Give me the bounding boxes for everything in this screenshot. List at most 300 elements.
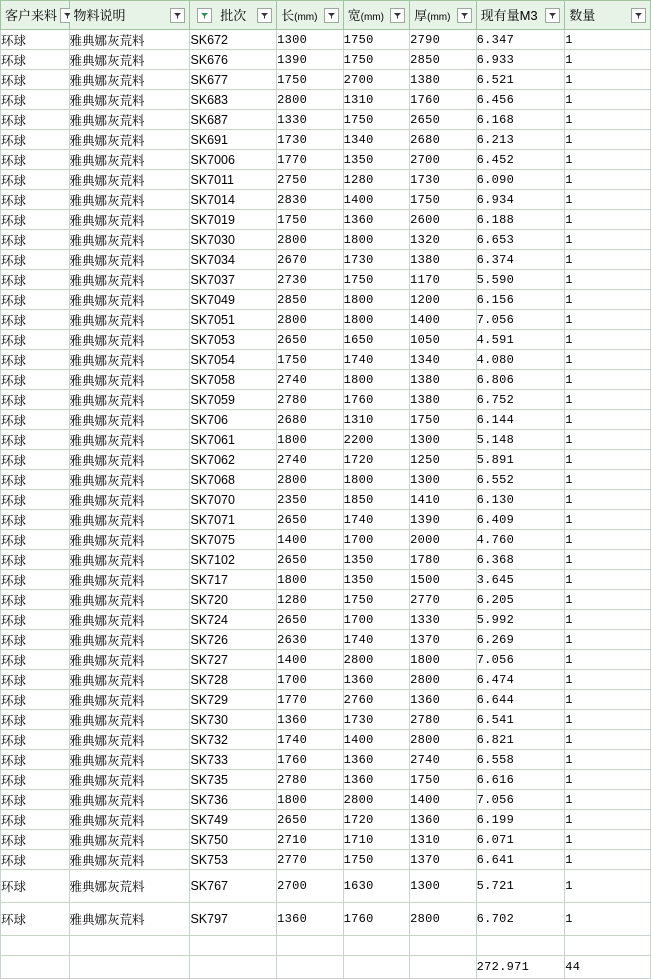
table-cell: 1340 bbox=[410, 350, 477, 370]
filter-icon[interactable] bbox=[257, 8, 272, 23]
table-cell: 2800 bbox=[277, 310, 344, 330]
table-cell-empty bbox=[343, 956, 410, 979]
table-cell: 5.721 bbox=[476, 870, 565, 903]
table-cell: 1800 bbox=[343, 230, 410, 250]
table-cell: 雅典娜灰荒料 bbox=[69, 610, 190, 630]
table-row bbox=[1, 690, 651, 710]
table-cell: SK672 bbox=[190, 30, 277, 50]
table-cell: SK7051 bbox=[190, 310, 277, 330]
table-row bbox=[1, 470, 651, 490]
table-cell: 6.933 bbox=[476, 50, 565, 70]
table-cell: 2710 bbox=[277, 830, 344, 850]
table-cell: 1310 bbox=[410, 830, 477, 850]
table-cell: 1 bbox=[565, 490, 651, 510]
table-cell: SK767 bbox=[190, 870, 277, 903]
table-cell: 1350 bbox=[343, 570, 410, 590]
table-row bbox=[1, 370, 651, 390]
table-cell: 环球 bbox=[1, 230, 70, 250]
table-cell: 环球 bbox=[1, 650, 70, 670]
table-cell: SK7053 bbox=[190, 330, 277, 350]
column-header-quantity bbox=[565, 1, 651, 30]
table-cell: 7.056 bbox=[476, 310, 565, 330]
column-header-label: 批次 bbox=[220, 7, 247, 23]
table-cell: 1800 bbox=[343, 290, 410, 310]
table-cell: 1750 bbox=[343, 850, 410, 870]
table-cell: 1320 bbox=[410, 230, 477, 250]
table-cell: 环球 bbox=[1, 570, 70, 590]
table-cell: 4.080 bbox=[476, 350, 565, 370]
column-header-label: 现有量M3 bbox=[480, 7, 538, 23]
table-cell: SK677 bbox=[190, 70, 277, 90]
table-cell: 1300 bbox=[410, 870, 477, 903]
table-cell: 6.456 bbox=[476, 90, 565, 110]
table-cell: 1770 bbox=[277, 150, 344, 170]
table-cell: 1720 bbox=[343, 450, 410, 470]
table-cell: 1 bbox=[565, 610, 651, 630]
table-cell: 雅典娜灰荒料 bbox=[69, 903, 190, 936]
table-cell-empty bbox=[69, 956, 190, 979]
table-cell: 1370 bbox=[410, 630, 477, 650]
table-cell: 1360 bbox=[343, 750, 410, 770]
table-cell: 1 bbox=[565, 390, 651, 410]
table-cell: 1330 bbox=[277, 110, 344, 130]
table-cell: 6.616 bbox=[476, 770, 565, 790]
table-cell: 6.269 bbox=[476, 630, 565, 650]
table-cell: 环球 bbox=[1, 550, 70, 570]
table-cell: 雅典娜灰荒料 bbox=[69, 510, 190, 530]
table-cell: 1500 bbox=[410, 570, 477, 590]
table-cell: 1330 bbox=[410, 610, 477, 630]
table-cell: 雅典娜灰荒料 bbox=[69, 290, 190, 310]
table-cell: 1 bbox=[565, 850, 651, 870]
table-cell: SK7059 bbox=[190, 390, 277, 410]
table-cell: SK749 bbox=[190, 810, 277, 830]
table-cell: 雅典娜灰荒料 bbox=[69, 810, 190, 830]
filter-icon[interactable] bbox=[545, 8, 560, 23]
table-cell: 1360 bbox=[410, 690, 477, 710]
table-cell: 6.552 bbox=[476, 470, 565, 490]
table-cell: 2650 bbox=[277, 610, 344, 630]
table-cell: 2740 bbox=[410, 750, 477, 770]
table-row bbox=[1, 310, 651, 330]
table-cell: 2800 bbox=[410, 730, 477, 750]
table-row bbox=[1, 30, 651, 50]
table-cell: 1 bbox=[565, 210, 651, 230]
table-cell: SK736 bbox=[190, 790, 277, 810]
table-cell: 2700 bbox=[410, 150, 477, 170]
table-cell-empty bbox=[565, 936, 651, 956]
table-cell: 6.213 bbox=[476, 130, 565, 150]
table-cell: 雅典娜灰荒料 bbox=[69, 590, 190, 610]
table-cell: 雅典娜灰荒料 bbox=[69, 570, 190, 590]
table-cell: 环球 bbox=[1, 630, 70, 650]
table-row bbox=[1, 330, 651, 350]
table-header-row bbox=[1, 1, 651, 30]
table-cell: 1 bbox=[565, 730, 651, 750]
table-cell: 环球 bbox=[1, 310, 70, 330]
table-cell: 1380 bbox=[410, 250, 477, 270]
table-cell: 1 bbox=[565, 450, 651, 470]
table-cell-empty bbox=[410, 936, 477, 956]
table-cell: 1 bbox=[565, 250, 651, 270]
table-cell: 2350 bbox=[277, 490, 344, 510]
table-cell: 5.992 bbox=[476, 610, 565, 630]
total-row bbox=[1, 956, 651, 979]
table-row bbox=[1, 550, 651, 570]
table-cell: 雅典娜灰荒料 bbox=[69, 750, 190, 770]
table-cell: 2700 bbox=[277, 870, 344, 903]
table-cell: 环球 bbox=[1, 510, 70, 530]
table-cell: 6.752 bbox=[476, 390, 565, 410]
table-row bbox=[1, 730, 651, 750]
table-cell: 环球 bbox=[1, 730, 70, 750]
table-cell: 1750 bbox=[343, 590, 410, 610]
table-cell: 6.541 bbox=[476, 710, 565, 730]
table-row bbox=[1, 810, 651, 830]
table-cell: 1730 bbox=[410, 170, 477, 190]
table-cell: 1410 bbox=[410, 490, 477, 510]
table-cell: 1800 bbox=[343, 310, 410, 330]
column-header-label: 客户来料 bbox=[5, 7, 58, 23]
table-cell: 1 bbox=[565, 370, 651, 390]
table-cell: SK7030 bbox=[190, 230, 277, 250]
table-cell: 1 bbox=[565, 270, 651, 290]
table-cell: SK728 bbox=[190, 670, 277, 690]
table-cell: 1 bbox=[565, 570, 651, 590]
table-cell: 1380 bbox=[410, 70, 477, 90]
filter-active-icon[interactable] bbox=[197, 8, 212, 23]
column-header-customer-material bbox=[1, 1, 70, 30]
table-row bbox=[1, 390, 651, 410]
table-cell: 环球 bbox=[1, 370, 70, 390]
table-cell: SK750 bbox=[190, 830, 277, 850]
table-cell: 雅典娜灰荒料 bbox=[69, 210, 190, 230]
table-cell: 环球 bbox=[1, 870, 70, 903]
table-cell: 1 bbox=[565, 50, 651, 70]
table-cell: 2740 bbox=[277, 370, 344, 390]
table-cell: 雅典娜灰荒料 bbox=[69, 650, 190, 670]
table-cell: 1730 bbox=[343, 250, 410, 270]
table-cell: 2760 bbox=[343, 690, 410, 710]
table-cell: 雅典娜灰荒料 bbox=[69, 190, 190, 210]
table-cell: 1 bbox=[565, 310, 651, 330]
table-row bbox=[1, 150, 651, 170]
table-cell: 1360 bbox=[410, 810, 477, 830]
table-cell: 2680 bbox=[277, 410, 344, 430]
table-cell: 2730 bbox=[277, 270, 344, 290]
table-cell: 1 bbox=[565, 790, 651, 810]
table-cell: 雅典娜灰荒料 bbox=[69, 70, 190, 90]
table-cell: 1 bbox=[565, 690, 651, 710]
table-cell: 2650 bbox=[410, 110, 477, 130]
table-cell: 1 bbox=[565, 710, 651, 730]
table-cell: 1850 bbox=[343, 490, 410, 510]
table-cell: 1 bbox=[565, 650, 651, 670]
table-cell: SK7070 bbox=[190, 490, 277, 510]
table-cell: 1360 bbox=[343, 670, 410, 690]
table-cell: SK730 bbox=[190, 710, 277, 730]
table-cell: 2850 bbox=[410, 50, 477, 70]
table-cell: 雅典娜灰荒料 bbox=[69, 170, 190, 190]
table-cell: SK732 bbox=[190, 730, 277, 750]
table-row bbox=[1, 903, 651, 936]
column-header-volume bbox=[476, 1, 565, 30]
column-header-thickness bbox=[410, 1, 477, 30]
table-cell: 1 bbox=[565, 170, 651, 190]
table-cell: 1400 bbox=[410, 310, 477, 330]
table-cell: 1400 bbox=[343, 190, 410, 210]
table-cell: SK7014 bbox=[190, 190, 277, 210]
table-cell: 1250 bbox=[410, 450, 477, 470]
table-cell: 2780 bbox=[277, 770, 344, 790]
table-cell: 2800 bbox=[277, 230, 344, 250]
column-header-length bbox=[277, 1, 344, 30]
table-cell: 环球 bbox=[1, 130, 70, 150]
table-cell: 雅典娜灰荒料 bbox=[69, 550, 190, 570]
table-cell: 1310 bbox=[343, 90, 410, 110]
table-cell: 环球 bbox=[1, 903, 70, 936]
table-cell: 雅典娜灰荒料 bbox=[69, 30, 190, 50]
table-cell: 1750 bbox=[277, 70, 344, 90]
table-cell: 1700 bbox=[277, 670, 344, 690]
table-cell: 2650 bbox=[277, 510, 344, 530]
table-cell: 环球 bbox=[1, 470, 70, 490]
table-cell: SK676 bbox=[190, 50, 277, 70]
column-header-label: 物料说明 bbox=[73, 7, 126, 23]
table-cell: 环球 bbox=[1, 410, 70, 430]
table-cell: SK717 bbox=[190, 570, 277, 590]
table-cell: 2800 bbox=[277, 90, 344, 110]
table-cell: 1780 bbox=[410, 550, 477, 570]
table-row bbox=[1, 170, 651, 190]
table-cell: 6.168 bbox=[476, 110, 565, 130]
table-cell: 2800 bbox=[343, 790, 410, 810]
table-cell: 6.806 bbox=[476, 370, 565, 390]
table-cell: 雅典娜灰荒料 bbox=[69, 130, 190, 150]
table-cell: 6.130 bbox=[476, 490, 565, 510]
table-cell-empty bbox=[1, 956, 70, 979]
table-cell-empty bbox=[410, 956, 477, 979]
column-header-unit: (mm) bbox=[427, 11, 451, 23]
table-row bbox=[1, 870, 651, 903]
table-row bbox=[1, 90, 651, 110]
table-cell: 1760 bbox=[343, 903, 410, 936]
table-cell: 1740 bbox=[277, 730, 344, 750]
table-cell: 6.653 bbox=[476, 230, 565, 250]
table-cell: 1 bbox=[565, 750, 651, 770]
table-cell: 雅典娜灰荒料 bbox=[69, 90, 190, 110]
table-cell: 1750 bbox=[277, 350, 344, 370]
table-cell-empty bbox=[343, 936, 410, 956]
table-row bbox=[1, 650, 651, 670]
table-cell: SK7058 bbox=[190, 370, 277, 390]
table-cell-empty bbox=[476, 936, 565, 956]
table-cell: 1 bbox=[565, 670, 651, 690]
table-row bbox=[1, 850, 651, 870]
table-cell: 2650 bbox=[277, 810, 344, 830]
table-cell: 雅典娜灰荒料 bbox=[69, 330, 190, 350]
table-row bbox=[1, 670, 651, 690]
table-row bbox=[1, 130, 651, 150]
table-cell: 1 bbox=[565, 810, 651, 830]
table-cell: 2780 bbox=[277, 390, 344, 410]
table-cell: 雅典娜灰荒料 bbox=[69, 230, 190, 250]
table-cell: SK691 bbox=[190, 130, 277, 150]
table-cell: 5.590 bbox=[476, 270, 565, 290]
table-cell: 1 bbox=[565, 130, 651, 150]
table-cell: 2800 bbox=[343, 650, 410, 670]
table-cell: 环球 bbox=[1, 70, 70, 90]
table-cell: 环球 bbox=[1, 250, 70, 270]
table-cell: 1 bbox=[565, 510, 651, 530]
table-cell: 1 bbox=[565, 110, 651, 130]
table-cell: 1170 bbox=[410, 270, 477, 290]
table-cell: SK727 bbox=[190, 650, 277, 670]
table-cell: 1400 bbox=[277, 530, 344, 550]
table-cell: 雅典娜灰荒料 bbox=[69, 730, 190, 750]
table-cell: 2000 bbox=[410, 530, 477, 550]
table-cell: SK729 bbox=[190, 690, 277, 710]
table-cell: 1750 bbox=[343, 30, 410, 50]
table-cell: 1050 bbox=[410, 330, 477, 350]
column-header-label: 厚 bbox=[414, 7, 428, 23]
table-cell: 2800 bbox=[410, 903, 477, 936]
table-cell: 雅典娜灰荒料 bbox=[69, 350, 190, 370]
table-cell: 环球 bbox=[1, 850, 70, 870]
table-cell: 1 bbox=[565, 770, 651, 790]
table-cell: 2650 bbox=[277, 330, 344, 350]
table-cell: 2800 bbox=[410, 670, 477, 690]
table-cell: 1750 bbox=[343, 110, 410, 130]
table-cell: 6.521 bbox=[476, 70, 565, 90]
filter-icon[interactable] bbox=[457, 8, 472, 23]
table-cell-empty bbox=[277, 956, 344, 979]
table-cell: 1370 bbox=[410, 850, 477, 870]
table-cell: 1800 bbox=[343, 370, 410, 390]
table-cell-empty bbox=[190, 936, 277, 956]
table-cell: SK753 bbox=[190, 850, 277, 870]
table-cell: SK687 bbox=[190, 110, 277, 130]
table-row bbox=[1, 190, 651, 210]
table-row bbox=[1, 610, 651, 630]
table-cell: 2780 bbox=[410, 710, 477, 730]
table-cell: 1 bbox=[565, 830, 651, 850]
table-cell: 1 bbox=[565, 470, 651, 490]
table-row bbox=[1, 770, 651, 790]
filter-icon[interactable] bbox=[390, 8, 405, 23]
table-cell: 雅典娜灰荒料 bbox=[69, 790, 190, 810]
table-cell: SK7006 bbox=[190, 150, 277, 170]
filter-icon[interactable] bbox=[324, 8, 339, 23]
table-cell: 6.641 bbox=[476, 850, 565, 870]
table-cell: 6.368 bbox=[476, 550, 565, 570]
table-cell: 1740 bbox=[343, 510, 410, 530]
table-cell: 1 bbox=[565, 350, 651, 370]
table-cell: 6.199 bbox=[476, 810, 565, 830]
table-cell: 1800 bbox=[343, 470, 410, 490]
table-cell: 1750 bbox=[343, 50, 410, 70]
table-cell: 6.071 bbox=[476, 830, 565, 850]
table-cell: 1350 bbox=[343, 550, 410, 570]
table-cell: 环球 bbox=[1, 150, 70, 170]
column-header-label: 数量 bbox=[569, 7, 596, 23]
table-cell: 1750 bbox=[410, 190, 477, 210]
table-cell: 1750 bbox=[277, 210, 344, 230]
table-cell: SK7019 bbox=[190, 210, 277, 230]
table-cell: 1800 bbox=[277, 790, 344, 810]
table-cell: 1 bbox=[565, 410, 651, 430]
table-row bbox=[1, 110, 651, 130]
table-cell: 6.205 bbox=[476, 590, 565, 610]
table-cell: 环球 bbox=[1, 670, 70, 690]
table-row bbox=[1, 590, 651, 610]
table-cell: 1400 bbox=[277, 650, 344, 670]
filter-icon[interactable] bbox=[631, 8, 646, 23]
table-cell: SK724 bbox=[190, 610, 277, 630]
table-cell: 2200 bbox=[343, 430, 410, 450]
table-cell: 1760 bbox=[343, 390, 410, 410]
table-cell: 环球 bbox=[1, 750, 70, 770]
table-cell: 6.934 bbox=[476, 190, 565, 210]
table-cell: SK7062 bbox=[190, 450, 277, 470]
table-cell: 1710 bbox=[343, 830, 410, 850]
table-cell: 环球 bbox=[1, 710, 70, 730]
table-cell: 雅典娜灰荒料 bbox=[69, 670, 190, 690]
table-cell: 6.702 bbox=[476, 903, 565, 936]
table-row bbox=[1, 830, 651, 850]
table-cell: 雅典娜灰荒料 bbox=[69, 390, 190, 410]
table-cell: SK7075 bbox=[190, 530, 277, 550]
table-cell: SK7102 bbox=[190, 550, 277, 570]
filter-icon[interactable] bbox=[170, 8, 185, 23]
table-cell: 1380 bbox=[410, 390, 477, 410]
table-cell: 4.591 bbox=[476, 330, 565, 350]
table-row bbox=[1, 510, 651, 530]
table-cell: 1 bbox=[565, 903, 651, 936]
table-cell: 1770 bbox=[277, 690, 344, 710]
table-cell: 3.645 bbox=[476, 570, 565, 590]
table-cell: 环球 bbox=[1, 170, 70, 190]
table-row bbox=[1, 530, 651, 550]
table-cell: 环球 bbox=[1, 450, 70, 470]
table-cell: 1200 bbox=[410, 290, 477, 310]
table-cell: 环球 bbox=[1, 590, 70, 610]
table-cell: 1 bbox=[565, 150, 651, 170]
table-cell: 雅典娜灰荒料 bbox=[69, 370, 190, 390]
table-row bbox=[1, 790, 651, 810]
table-cell: 1800 bbox=[277, 430, 344, 450]
table-cell: 1700 bbox=[343, 530, 410, 550]
table-cell: 2800 bbox=[277, 470, 344, 490]
table-cell: 5.891 bbox=[476, 450, 565, 470]
table-cell: 雅典娜灰荒料 bbox=[69, 850, 190, 870]
blank-row bbox=[1, 936, 651, 956]
table-cell: SK733 bbox=[190, 750, 277, 770]
table-cell: 雅典娜灰荒料 bbox=[69, 50, 190, 70]
table-cell: SK7061 bbox=[190, 430, 277, 450]
table-cell: 1300 bbox=[410, 470, 477, 490]
table-cell: 雅典娜灰荒料 bbox=[69, 150, 190, 170]
table-cell: 1 bbox=[565, 230, 651, 250]
table-cell: 雅典娜灰荒料 bbox=[69, 470, 190, 490]
column-header-material-desc bbox=[69, 1, 190, 30]
table-cell: 环球 bbox=[1, 690, 70, 710]
table-cell: 2680 bbox=[410, 130, 477, 150]
table-cell: 1760 bbox=[410, 90, 477, 110]
table-cell: 雅典娜灰荒料 bbox=[69, 270, 190, 290]
table-cell: 2670 bbox=[277, 250, 344, 270]
table-cell: 环球 bbox=[1, 770, 70, 790]
